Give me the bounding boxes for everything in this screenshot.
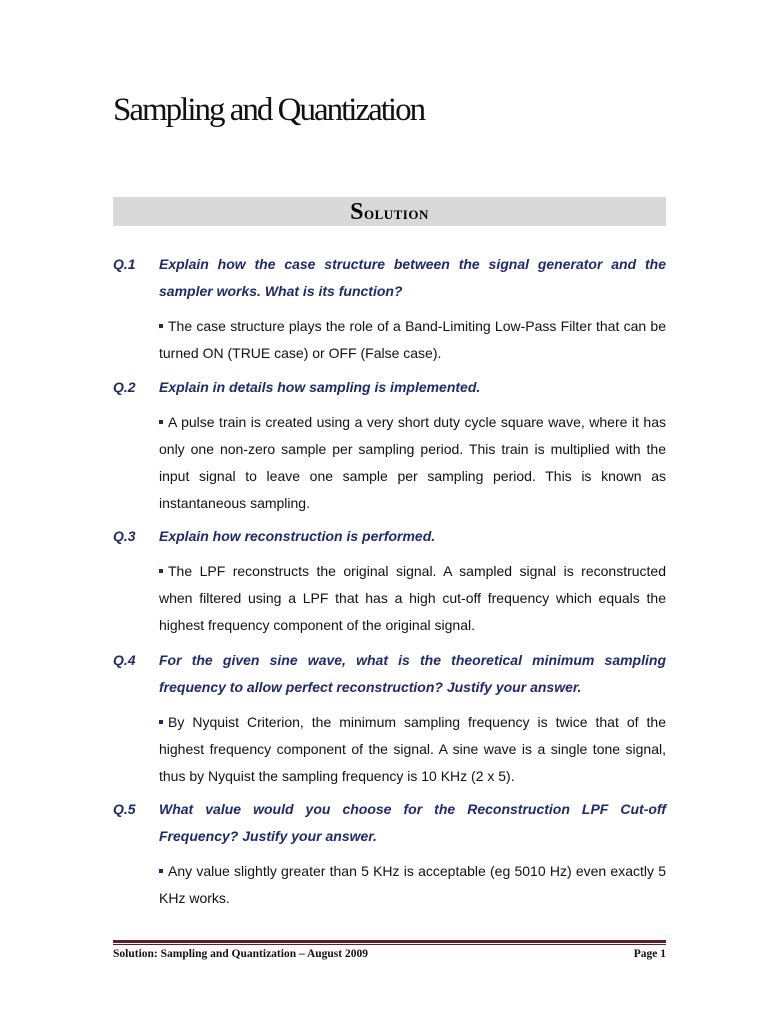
question-row bbox=[113, 647, 666, 701]
page-title: Sampling and Quantization bbox=[113, 92, 425, 128]
answer-text: A pulse train is created using a very short duty cycle square wave, where it has only one non-zero sample per sampling period. This train is multiplied with the input signal to leave one sample per sampling period. This is known as instantaneous sampling. bbox=[159, 414, 666, 511]
question-block-3 bbox=[113, 523, 666, 639]
question-number: Q.2 bbox=[113, 379, 136, 395]
bullet-icon bbox=[159, 569, 163, 573]
question-text: For the given sine wave, what is the theoretical minimum sampling frequency to allow perfect reconstruction? Justify your answer. bbox=[159, 652, 666, 695]
answer-text: Any value slightly greater than 5 KHz is acceptable (eg 5010 Hz) even exactly 5 KHz works. bbox=[159, 863, 666, 906]
bullet-icon bbox=[159, 420, 163, 424]
footer-title: Solution: Sampling and Quantization – August 2009 bbox=[113, 948, 368, 960]
question-number: Q.5 bbox=[113, 801, 136, 817]
question-row bbox=[113, 523, 666, 550]
answer-row bbox=[159, 558, 666, 639]
answer-row bbox=[159, 858, 666, 912]
question-row bbox=[113, 374, 666, 401]
question-number: Q.1 bbox=[113, 256, 136, 272]
section-heading: Solution bbox=[350, 199, 429, 225]
footer-rule-thin bbox=[113, 944, 666, 945]
answer-row bbox=[159, 409, 666, 517]
question-text: What value would you choose for the Reconstruction LPF Cut-off Frequency? Justify your answer. bbox=[159, 801, 666, 844]
bullet-icon bbox=[159, 720, 163, 724]
question-block-2 bbox=[113, 374, 666, 517]
question-row bbox=[113, 796, 666, 850]
question-block-4 bbox=[113, 647, 666, 790]
answer-row bbox=[159, 313, 666, 367]
question-block-1 bbox=[113, 251, 666, 367]
question-row bbox=[113, 251, 666, 305]
answer-row bbox=[159, 709, 666, 790]
answer-text: By Nyquist Criterion, the minimum sampling frequency is twice that of the highest frequency component of the signal. A sine wave is a single tone signal, thus by Nyquist the sampling frequency is 10 KHz (2 x 5). bbox=[159, 714, 666, 784]
bullet-icon bbox=[159, 324, 163, 328]
question-text: Explain how reconstruction is performed. bbox=[159, 528, 436, 544]
page-number: Page 1 bbox=[633, 948, 666, 960]
bullet-icon bbox=[159, 869, 163, 873]
section-heading-bar bbox=[113, 197, 666, 226]
question-number: Q.3 bbox=[113, 528, 136, 544]
question-text: Explain how the case structure between the signal generator and the sampler works. What is its function? bbox=[159, 256, 666, 299]
question-number: Q.4 bbox=[113, 652, 136, 668]
question-text: Explain in details how sampling is implemented. bbox=[159, 379, 481, 395]
question-block-5 bbox=[113, 796, 666, 912]
footer-rule bbox=[113, 940, 666, 943]
answer-text: The LPF reconstructs the original signal. A sampled signal is reconstructed when filtered using a LPF that has a high cut-off frequency which equals the highest frequency component of the original signal. bbox=[159, 563, 666, 633]
answer-text: The case structure plays the role of a Band-Limiting Low-Pass Filter that can be turned ON (TRUE case) or OFF (False case). bbox=[159, 318, 666, 361]
